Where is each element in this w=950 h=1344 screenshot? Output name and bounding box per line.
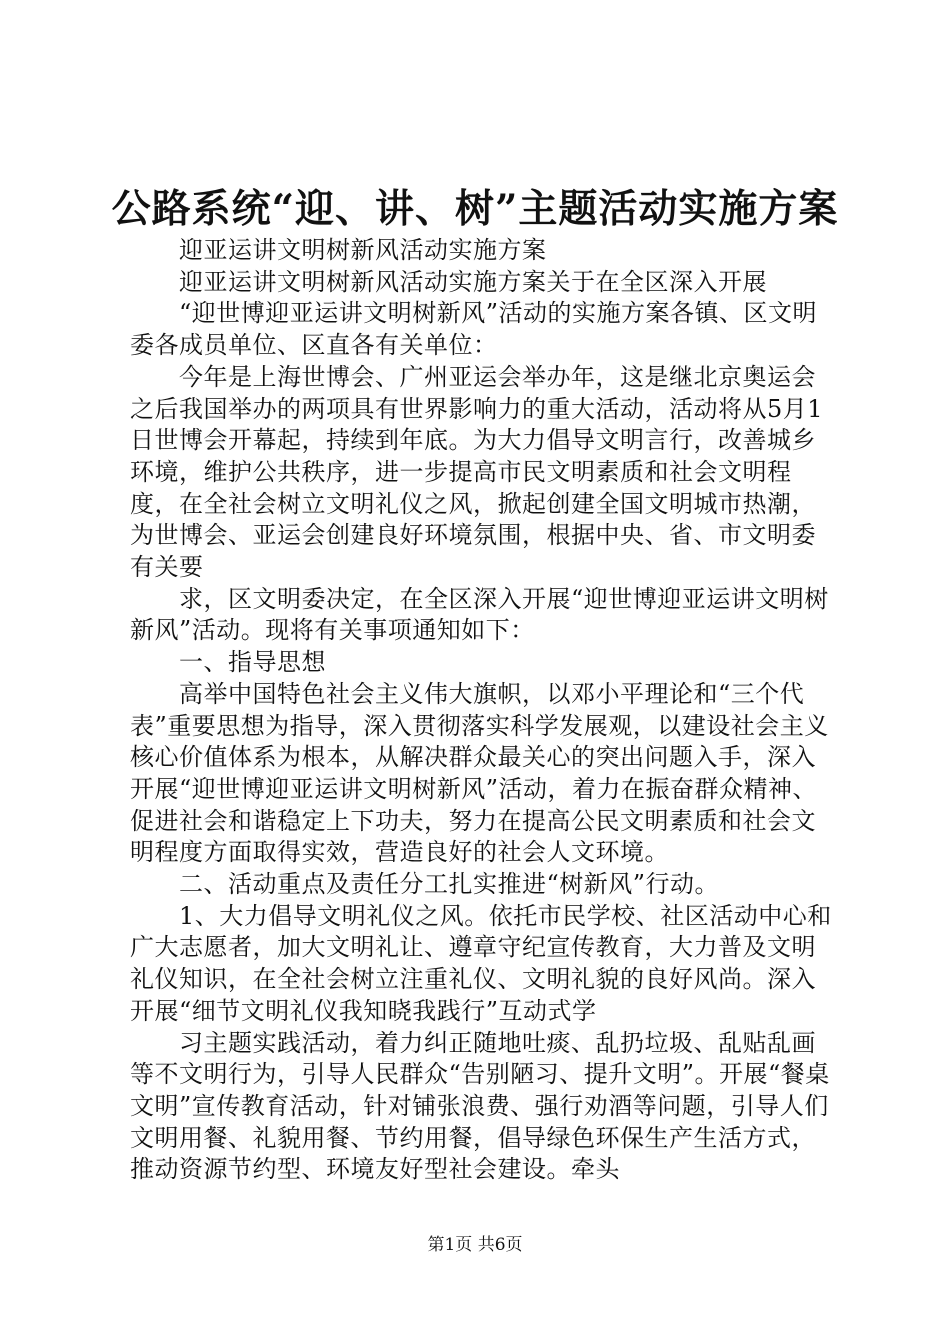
section-heading-guiding-ideology: 一、指导思想 [130,648,326,677]
document-title: 公路系统“迎、讲、树”主题活动实施方案 [111,186,839,232]
paragraph-decision: 求，区文明委决定，在全区深入开展“迎世博迎亚运讲文明树新风”活动。现将有关事项通知如下： [130,584,829,645]
paragraph-guiding-ideology: 高举中国特色社会主义伟大旗帜，以邓小平理论和“三个代表”重要思想为指导，深入贯彻落实科学发展观，以建设社会主义核心价值体系为根本，从解决群众最关心的突出问题入手，深入开展“迎世博迎亚运讲文明树新风”活动，着力在振奋群众精神、促进社会和谐稳定上下功夫，努力在提高公民文明素质和社会文明程度方面取得实效，营造良好的社会人文环境。 [130,679,829,867]
paragraph-background: 今年是上海世博会、广州亚运会举办年，这是继北京奥运会之后我国举办的两项具有世界影响力的重大活动，活动将从5月1日世博会开幕起，持续到年底。为大力倡导文明言行，改善城乡环境，维护公共秩序，进一步提高市民文明素质和社会文明程度，在全社会树立文明礼仪之风，掀起创建全国文明城市热潮，为世博会、亚运会创建良好环境氛围，根据中央、省、市文明委有关要 [130,362,824,582]
paragraph-plan-name: 迎亚运讲文明树新风活动实施方案 [130,236,547,264]
paragraph-item-1-continued: 习主题实践活动，着力纠正随地吐痰、乱扔垃圾、乱贴乱画等不文明行为，引导人民群众“告别陋习、提升文明”。开展“餐桌文明”宣传教育活动，针对铺张浪费、强行劝酒等问题，引导人们文明用餐、礼貌用餐、节约用餐，倡导绿色环保生产生活方式，推动资源节约型、环境友好型社会建设。牵头 [130,1028,830,1184]
paragraph-item-1: 1、大力倡导文明礼仪之风。依托市民学校、社区活动中心和广大志愿者，加大文明礼让、遵章守纪宣传教育，大力普及文明礼仪知识，在全社会树立注重礼仪、文明礼貌的良好风尚。深入开展“细节文明礼仪我知晓我践行”互动式学 [130,901,832,1025]
paragraph-plan-heading: 迎亚运讲文明树新风活动实施方案关于在全区深入开展 [130,267,767,296]
paragraph-recipients: “迎世博迎亚运讲文明树新风”活动的实施方案各镇、区文明委各成员单位、区直各有关单位： [130,299,818,360]
page-number: 第1页 共6页 [427,1235,523,1255]
section-heading-activity-focus: 二、活动重点及责任分工扎实推进“树新风”行动。 [130,870,720,899]
document-body [130,235,835,1186]
